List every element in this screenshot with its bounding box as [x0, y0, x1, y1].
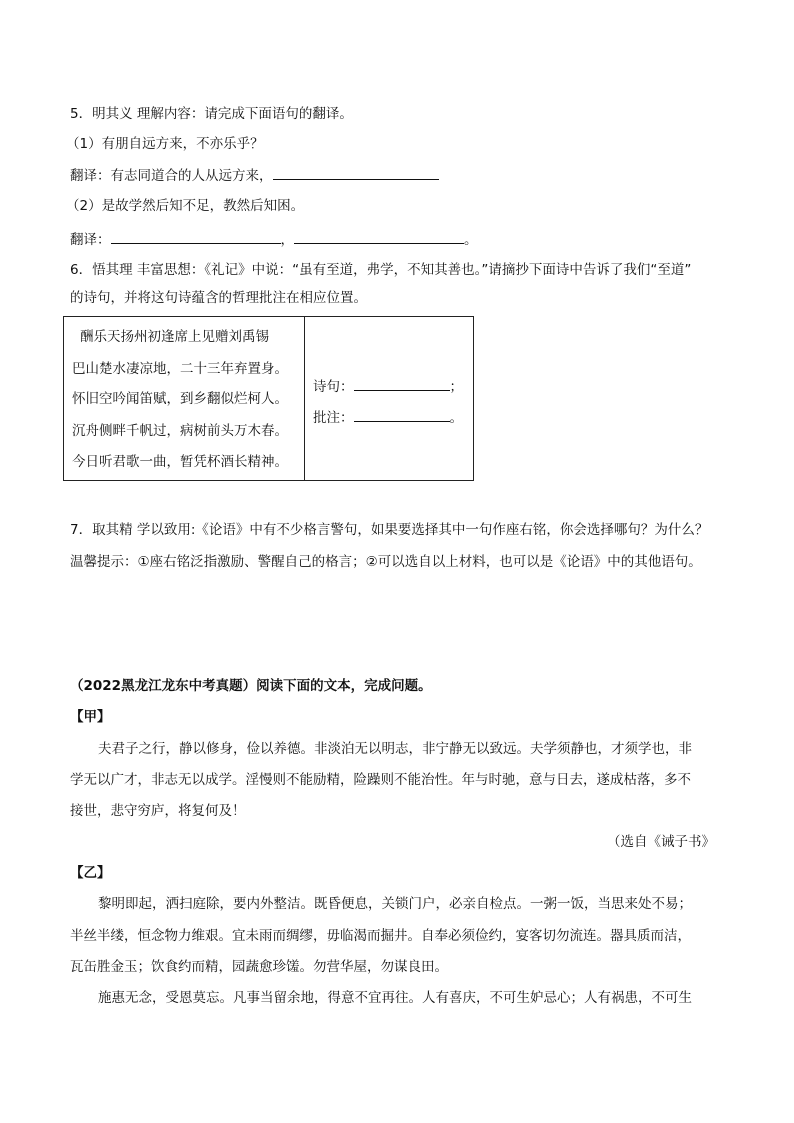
jia-line-1: 夫君子之行，静以修身，俭以养德。非淡泊无以明志，非宁静无以致远。夫学须静也，才须学也，非	[98, 741, 692, 757]
yi-line-2: 半丝半缕，恒念物力维艰。宜未雨而绸缪，毋临渴而掘井。自奉必须俭约，宴客切勿流连。器具质而洁，	[70, 928, 691, 944]
answer-note-row	[313, 407, 463, 428]
q5-answer1-blank[interactable]	[273, 165, 439, 180]
poem-answer-table	[63, 316, 474, 481]
q6-line1: 6．悟其理 丰富思想：《礼记》中说：“虽有至道，弗学，不知其善也。”请摘抄下面诗中告诉了我们“至道”	[70, 262, 692, 278]
q6-line2: 的诗句，并将这句诗蕴含的哲理批注在相应位置。	[70, 290, 367, 306]
poem-title: 酬乐天扬州初逢席上见赠刘禹锡	[80, 329, 269, 345]
poem-line-1: 巴山楚水凄凉地，二十三年弃置身。	[72, 361, 288, 377]
jia-label: 【甲】	[70, 709, 111, 725]
q5-translation2	[70, 229, 478, 250]
q5-item1: （1）有朋自远方来，不亦乐乎？	[66, 136, 264, 152]
q5-translation2-separator: ，	[280, 232, 294, 248]
poem-line-4: 今日听君歌一曲，暂凭杯酒长精神。	[72, 454, 288, 470]
q5-translation2-prefix: 翻译：	[70, 232, 111, 248]
answer-poem-row	[313, 376, 463, 397]
answer-poem-label: 诗句：	[313, 379, 354, 395]
q5-title: 5．明其义 理解内容：请完成下面语句的翻译。	[70, 106, 353, 122]
jia-line-2: 学无以广才，非志无以成学。淫慢则不能励精，险躁则不能治性。年与时驰，意与日去，遂成枯落，多不	[70, 772, 691, 788]
jia-source: （选自《诫子书》	[607, 834, 715, 850]
q5-translation1-prefix: 翻译：有志同道合的人从远方来，	[70, 168, 273, 184]
answer-cell	[305, 317, 474, 481]
yi-line-4: 施惠无念，受恩莫忘。凡事当留余地，得意不宜再往。人有喜庆，不可生妒忌心；人有祸患，不可生	[98, 990, 692, 1006]
poem-cell	[64, 317, 305, 481]
q5-translation2-end: 。	[464, 232, 478, 248]
q5-item2: （2）是故学然后知不足，教然后知困。	[66, 198, 305, 214]
q5-answer2a-blank[interactable]	[111, 229, 281, 244]
yi-line-3: 瓦缶胜金玉；饮食约而精，园蔬愈珍馐。勿营华屋，勿谋良田。	[70, 959, 448, 975]
answer-note-end: 。	[449, 410, 463, 426]
reading-header: （2022黑龙江龙东中考真题）阅读下面的文本，完成问题。	[70, 678, 432, 694]
q7-line2: 温馨提示：①座右铭泛指激励、警醒自己的格言；②可以选自以上材料，也可以是《论语》中的其他语句。	[70, 554, 702, 570]
jia-line-3: 接世，悲守穷庐，将复何及！	[70, 803, 246, 819]
poem-line-3: 沉舟侧畔千帆过，病树前头万木春。	[72, 423, 288, 439]
q5-answer2b-blank[interactable]	[294, 229, 464, 244]
yi-line-1: 黎明即起，洒扫庭除，要内外整洁。既昏便息，关锁门户，必亲自检点。一粥一饭，当思来处不易；	[98, 896, 692, 912]
poem-line-2: 怀旧空吟闻笛赋，到乡翻似烂柯人。	[72, 391, 288, 407]
answer-poem-blank[interactable]	[354, 376, 450, 391]
answer-note-label: 批注：	[313, 410, 354, 426]
q5-translation1	[70, 165, 439, 186]
answer-poem-end: ；	[449, 379, 463, 395]
q7-line1: 7．取其精 学以致用:《论语》中有不少格言警句，如果要选择其中一句作座右铭，你会选择哪句？为什么？	[70, 522, 709, 538]
answer-note-blank[interactable]	[354, 407, 450, 422]
yi-label: 【乙】	[70, 865, 111, 881]
